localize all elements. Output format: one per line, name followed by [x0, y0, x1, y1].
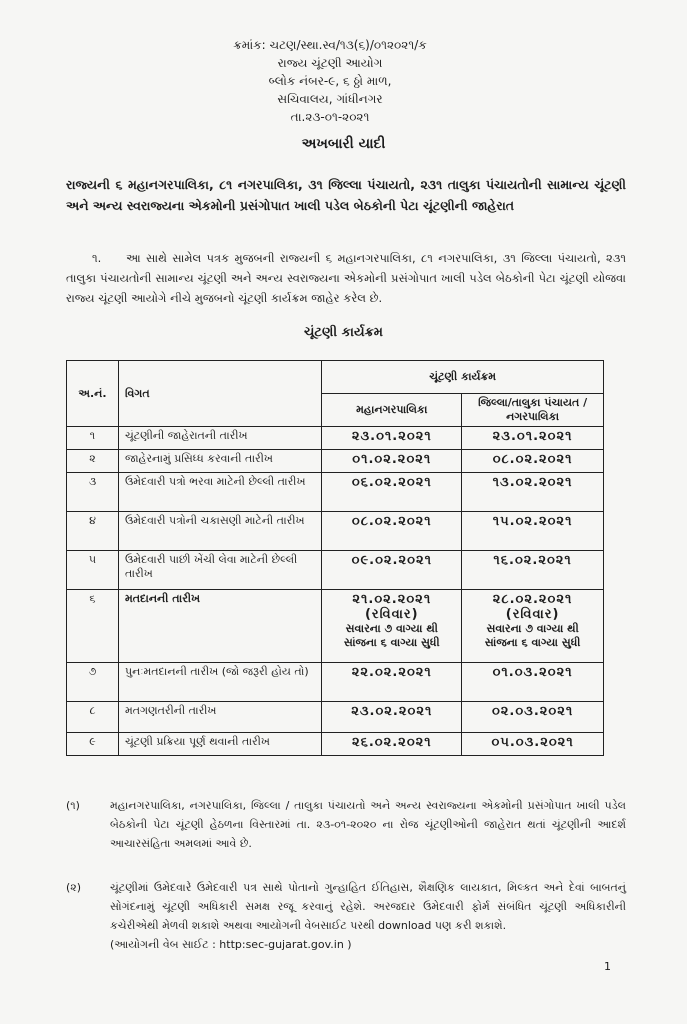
row-detail: ઉમેદવારી પત્રો ભરવા માટેની છેલ્લી તારીખ [118, 473, 321, 512]
row-district-date: ૧૬.૦૨.૨૦૨૧ [462, 551, 604, 590]
row-detail: ઉમેદવારી પત્રોની ચકાસણી માટેની તારીખ [118, 512, 321, 551]
polling-time: સવારના ૭ વાગ્યા થી સાંજના ૬ વાગ્યા સુધી [343, 622, 440, 649]
row-serial: ૭ [67, 663, 119, 702]
note-text: ચૂંટણીમાં ઉમેદવારે ઉમેદવારી પત્ર સાથે પોતાનો ગુન્હાહિત ઈતિહાસ, શૈક્ષણિક લાયકાત, મિલ્કત અને દેવાં બાબતનું સોગંદનામું ચૂંટણી અધિકારી સમક્ષ રજૂ કરવાનું રહેશે. અરજદાર ઉમેદવારી ફોર્મ સંબંધિત ચૂંટણી અધિકારીની કચેરીએથી મેળવી શકાશે અથવા આયોગની વેબસાઈટ પરથી download પણ કરી શકાશે. [110, 881, 626, 932]
row-serial: ૨ [67, 450, 119, 473]
row-district-date: ૧૫.૦૨.૨૦૨૧ [462, 512, 604, 551]
row-detail: મતગણતરીની તારીખ [118, 702, 321, 733]
row-detail: પુનઃમતદાનની તારીખ (જો જરૂરી હોય તો) [118, 663, 321, 702]
office-name: રાજ્ય ચૂંટણી આયોગ [277, 56, 383, 70]
row-serial: ૯ [67, 733, 119, 756]
row-corp-date [322, 590, 462, 663]
note-1 [66, 796, 626, 853]
header-serial-no: અ.નં. [67, 361, 119, 427]
polling-time: સવારના ૭ વાગ્યા થી સાંજના ૬ વાગ્યા સુધી [484, 622, 581, 649]
table-row [67, 450, 604, 473]
table-row [67, 427, 604, 450]
row-detail: મતદાનની તારીખ [118, 590, 321, 663]
intro-text: આ સાથે સામેલ પત્રક મુજબની રાજ્યની ૬ મહાનગરપાલિકા, ૮૧ નગરપાલિકા, ૩૧ જિલ્લા પંચાયતો, ૨૩૧ તાલુકા પંચાયતોની સામાન્ય ચૂંટણી અને અન્ય સ્વરાજ્યના એકમોની પ્રસંગોપાત ખાલી પડેલ બેઠકોની પેટા ચૂંટણી યોજવા રાજ્ય ચૂંટણી આયોગે નીચે મુજબનો ચૂંટણી કાર્યક્રમ જાહેર કરેલ છે. [66, 251, 626, 305]
intro-number: ૧. [92, 251, 102, 265]
row-serial: ૧ [67, 427, 119, 450]
row-corp-date: ૨૩.૦૧.૨૦૨૧ [322, 427, 462, 450]
note-label: (૨) [66, 881, 82, 894]
note-label: (૧) [66, 799, 80, 812]
schedule-table [66, 360, 604, 756]
subject-line: રાજ્યની ૬ મહાનગરપાલિકા, ૮૧ નગરપાલિકા, ૩૧ જિલ્લા પંચાયતો, ૨૩૧ તાલુકા પંચાયતોની સામાન્ય ચૂંટણી અને અન્ય સ્વરાજ્યના એકમોની પ્રસંગોપાત ખાલી પડેલ બેઠકોની પેટા ચૂંટણીની જાહેરાત [66, 177, 626, 213]
row-district-date: ૦૫.૦૩.૨૦૨૧ [462, 733, 604, 756]
row-district-date [462, 590, 604, 663]
row-district-date: ૦૨.૦૩.૨૦૨૧ [462, 702, 604, 733]
row-detail: ઉમેદવારી પાછી ખેંચી લેવા માટેની છેલ્લી તારીખ [118, 551, 321, 590]
office-block: બ્લોક નંબર-૯, ૬ ઠ્ઠો માળ, [268, 74, 392, 88]
row-district-date: ૦૮.૦૨.૨૦૨૧ [462, 450, 604, 473]
row-serial: ૪ [67, 512, 119, 551]
document-title: અખબારી યાદી [301, 136, 386, 152]
row-corp-date: ૨૬.૦૨.૨૦૨૧ [322, 733, 462, 756]
commission-website: (આયોગની વેબ સાઈટ : http:sec-gujarat.gov.in ) [110, 938, 352, 951]
note-text: મહાનગરપાલિકા, નગરપાલિકા, જિલ્લા / તાલુકા પંચાયતો અને અન્ય સ્વરાજ્યના એકમોની પ્રસંગોપાત ખાલી પડેલ બેઠકોની પેટા ચૂંટણી હેઠળના વિસ્તારમાં તા. ૨૩-૦૧-૨૦૨૦ ના રોજ ચૂંટણીઓની જાહેરાત થતાં ચૂંટણીની આદર્શ આચારસંહિતા અમલમાં આવે છે. [110, 799, 626, 850]
row-corp-date: ૦૯.૦૨.૨૦૨૧ [322, 551, 462, 590]
page-number: 1 [604, 960, 611, 973]
note-2 [66, 878, 626, 954]
letter-date: તા.૨૩-૦૧-૨૦૨૧ [290, 110, 370, 124]
polling-day: (રવિવાર) [364, 607, 419, 622]
row-detail: ચૂંટણી પ્રક્રિયા પૂર્ણ થવાની તારીખ [118, 733, 321, 756]
office-place: સચિવાલય, ગાંધીનગર [277, 92, 383, 106]
program-title: ચૂંટણી કાર્યક્રમ [304, 325, 383, 340]
header-detail: વિગત [118, 361, 321, 427]
row-corp-date: ૨૨.૦૨.૨૦૨૧ [322, 663, 462, 702]
table-row [67, 551, 604, 590]
row-corp-date: ૦૬.૦૨.૨૦૨૧ [322, 473, 462, 512]
header-corporation: મહાનગરપાલિકા [322, 394, 462, 427]
table-row [67, 473, 604, 512]
header-district-taluka: જિલ્લા/તાલુકા પંચાયત / નગરપાલિકા [462, 394, 604, 427]
polling-date: ૨૮.૦૨.૨૦૨૧ [492, 592, 573, 607]
row-district-date: ૦૧.૦૩.૨૦૨૧ [462, 663, 604, 702]
polling-day: (રવિવાર) [505, 607, 560, 622]
polling-date: ૨૧.૦૨.૨૦૨૧ [352, 592, 432, 607]
row-serial: ૫ [67, 551, 119, 590]
row-corp-date: ૦૮.૦૨.૨૦૨૧ [322, 512, 462, 551]
row-corp-date: ૦૧.૦૨.૨૦૨૧ [322, 450, 462, 473]
row-serial: ૬ [67, 590, 119, 663]
table-row [67, 512, 604, 551]
row-detail: જાહેરનામું પ્રસિધ્ધ કરવાની તારીખ [118, 450, 321, 473]
row-district-date: ૧૩.૦૨.૨૦૨૧ [462, 473, 604, 512]
intro-paragraph [66, 248, 626, 308]
table-row [67, 663, 604, 702]
table-row [67, 733, 604, 756]
row-detail: ચૂંટણીની જાહેરાતની તારીખ [118, 427, 321, 450]
row-corp-date: ૨૩.૦૨.૨૦૨૧ [322, 702, 462, 733]
table-row [67, 702, 604, 733]
header-program: ચૂંટણી કાર્યક્રમ [322, 361, 604, 394]
row-district-date: ૨૩.૦૧.૨૦૨૧ [462, 427, 604, 450]
row-serial: ૩ [67, 473, 119, 512]
letterhead [180, 36, 480, 126]
row-serial: ૮ [67, 702, 119, 733]
table-row [67, 590, 604, 663]
reference-number: ક્રમાંક: ચટણ/સ્થા.સ્વ/૧૩(૬)/૦૧૨૦૨૧/ક [233, 38, 427, 52]
